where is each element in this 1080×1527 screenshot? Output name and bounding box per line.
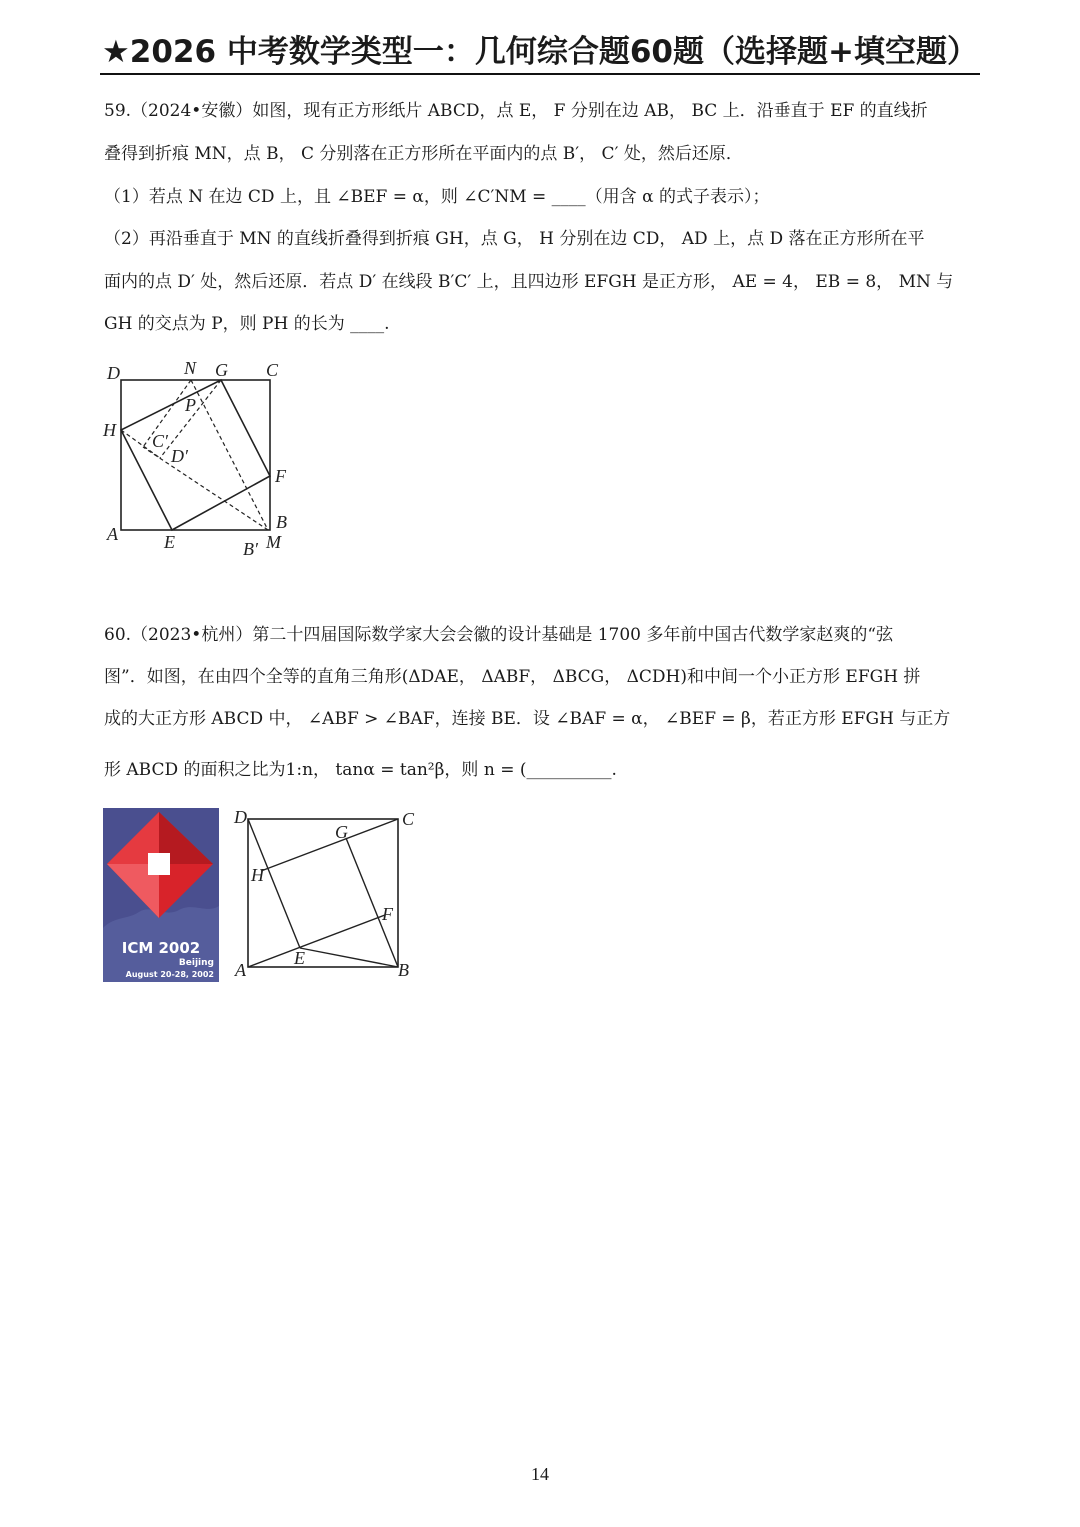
problem-60-figure [228, 805, 423, 985]
problem-60-line-1: 60.（2023•杭州）第二十四届国际数学家大会会徽的设计基础是 1700 多年前中国古代数学家赵爽的“弦 [104, 625, 894, 645]
label-b-2: B [398, 960, 409, 980]
label-h: H [103, 420, 116, 440]
label-g-2: G [335, 822, 348, 842]
label-c-2: C [402, 809, 415, 829]
label-e-2: E [294, 948, 305, 968]
label-c: C [266, 360, 279, 380]
label-d-2: D [234, 807, 247, 827]
problem-59-part-2-line-3: GH 的交点为 P，则 PH 的长为 ____. [104, 314, 390, 334]
logo-city: Beijing [178, 958, 214, 968]
label-m: M [266, 532, 281, 552]
problem-59-part-2-line-2: 面内的点 D′ 处，然后还原．若点 D′ 在线段 B′C′ 上，且四边形 EFGH 是正方形， AE = 4， EB = 8， MN 与 [104, 272, 954, 292]
label-d: D [107, 363, 120, 383]
segment-a-f [248, 915, 385, 967]
problem-59-line-2: 叠得到折痕 MN，点 B， C 分别落在正方形所在平面内的点 B′， C′ 处，然后还原． [104, 144, 743, 164]
label-b-prime: B′ [243, 539, 258, 559]
logo-title: ICM 2002 [121, 939, 201, 957]
label-p: P [185, 395, 196, 415]
header-divider [100, 73, 980, 75]
problem-60-line-4: 形 ABCD 的面积之比为1:n， tanα = tan²β，则 n = (__________. [104, 760, 617, 780]
page-number: 14 [531, 1464, 549, 1484]
label-b: B [276, 512, 287, 532]
crease-mn [191, 380, 268, 530]
label-c-prime: C′ [152, 431, 168, 451]
segment-b-g [346, 838, 398, 967]
segment-b-e [300, 948, 398, 967]
square-abcd-2 [248, 819, 398, 967]
label-f: F [275, 466, 286, 486]
label-h-2: H [251, 865, 264, 885]
label-g: G [215, 360, 228, 380]
label-d-prime: D′ [171, 446, 188, 466]
segment-b-prime-c-prime [143, 447, 268, 530]
label-a: A [107, 524, 118, 544]
page-header-title: ★2026 中考数学类型一：几何综合题60题（选择题+填空题） [102, 34, 978, 70]
problem-59-line-1: 59.（2024•安徽）如图，现有正方形纸片 ABCD，点 E， F 分别在边 AB， BC 上．沿垂直于 EF 的直线折 [104, 101, 928, 121]
problem-59-part-2-line-1: （2）再沿垂直于 MN 的直线折叠得到折痕 GH，点 G， H 分别在边 CD， AD 上，点 D 落在正方形所在平 [104, 229, 925, 249]
label-a-2: A [235, 960, 246, 980]
problem-60-line-2: 图”．如图，在由四个全等的直角三角形(ΔDAE， ΔABF， ΔBCG， ΔCDH)和中间一个小正方形 EFGH 拼 [104, 667, 921, 687]
logo-white-center [148, 853, 170, 875]
segment-c-h [261, 819, 398, 871]
label-e: E [164, 532, 175, 552]
icm-2002-logo [103, 808, 219, 982]
label-n: N [184, 358, 197, 378]
segment-g-d-prime [160, 380, 221, 458]
logo-dates: August 20-28, 2002 [125, 970, 214, 979]
problem-59-figure [100, 355, 300, 560]
problem-59-part-1: （1）若点 N 在边 CD 上，且 ∠BEF = α，则 ∠C′NM = ____（用含 α 的式子表示）； [104, 187, 770, 207]
problem-60-line-3: 成的大正方形 ABCD 中， ∠ABF > ∠BAF，连接 BE．设 ∠BAF = α， ∠BEF = β，若正方形 EFGH 与正方 [104, 709, 951, 729]
label-f-2: F [382, 904, 393, 924]
